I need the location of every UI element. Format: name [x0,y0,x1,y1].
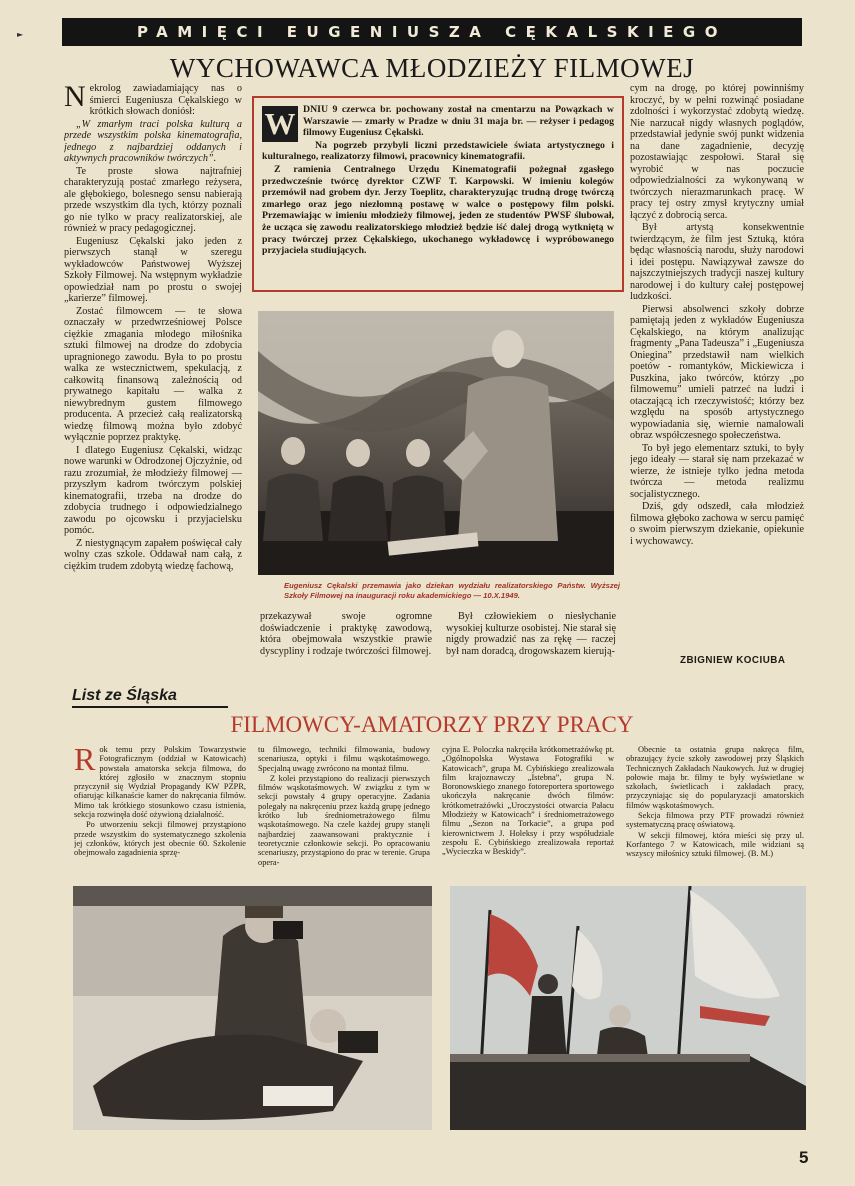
paragraph [626,831,804,859]
article-title: WYCHOWAWCA MŁODZIEŻY FILMOWEJ [169,53,695,83]
section-underline [72,706,228,708]
paragraph [446,611,616,657]
paragraph [442,745,614,857]
paragraph [630,304,804,442]
paragraph-text: Po utworzeniu sekcji filmowej przystąpiono przede wszystkim do systematycznego szkolenia jej członków, których jest obecnie 60. Szkolenie obejmowało zagadnienia sprzę- [74,820,246,858]
paragraph-text: Eugeniusz Cękalski jako jeden z pierwszych stanął w szeregu wykładowców Państwowej Wyższej Szkoły Filmowej. Na wstępnym wykładzie opowiedział nam po prostu o swojej „karierze” filmowej. [64,235,242,304]
article-column-2-bottom [260,611,432,667]
paragraph-text: Sekcja filmowa przy PTF prowadzi również systematyczną pracę oświatową. [626,811,804,830]
paragraph [64,538,242,573]
section-label: List ze Śląska [72,687,177,704]
paragraph-text: Z ramienia Centralnego Urzędu Kinematografii pożegnał zgasłego przedwcześnie twórcę dyrektor CZWF T. Karpowski. W imieniu kolegów przemówił nad grobem dyr. Jerzy Toeplitz, charakteryzując trudną drogę twórczą zmarłego oraz jego niezłomną postawę w walce o postępowy film polski. Przemawiając w imieniu młodzieży filmowej, jeden ze studentów PWSF ślubował, że ucząca się zawodu realizatorskiego młodzież będzie iść dalej drogą wytkniętą w pracy twórczej przez Cękalskiego, ukochanego wykładowcę i wypróbowanego przyjaciela studiujących. [262,163,614,257]
paragraph-text: Dziś, gdy odszedł, cała młodzież filmowa głęboko zachowa w sercu pamięć o swoim pierwszym dziekanie, opiekunie i wychowawcy. [630,501,804,547]
page-number: 5 [799,1148,809,1167]
paragraph-text: Obecnie ta ostatnia grupa nakręca film, obrazujący życie szkoły zawodowej przy Śląskich Technicznych Zakładach Naukowych. Już w drugiej połowie maja br. filmy te były wyświetlane w szkołach, świetlicach i zakładach pracy, przyczyniając się do popularyzacji amatorskich filmów wąskotaśmowych. [626,745,804,810]
paragraph [626,811,804,830]
paragraph-text: DNIU 9 czerwca br. pochowany został na cmentarzu na Powązkach w Warszawie — zmarły w Pradze w dniu 31 maja br. — reżyser i pedagog filmowy Eugeniusz Cękalski. [303,104,614,139]
paragraph [74,820,246,857]
flags-photo [450,886,806,1130]
funeral-notice-box [252,96,624,292]
section2-column-2 [258,745,430,875]
paragraph-text: „W zmarłym traci polska kulturą a przede wszystkim polska kinematografia, jednego z najbardziej oddanych i aktywnych pracowników twórczych”. [64,118,242,164]
lecture-photo [258,311,614,575]
paragraph-text: Na pogrzeb przybyli liczni przedstawiciele świata artystycznego i kulturalnego, realizatorzy filmowi, pracownicy kinematografii. [262,139,614,163]
paragraph-text: Z niestygnącym zapałem poświęcał cały wolny czas szkole. Oddawał nam całą, z ciężkim trudem zdobytą wiedzę fachową, [64,537,242,572]
paragraph-text: przekazywał swoje ogromne doświadczenie i praktykę zawodową, która obejmowała wszystkie prawie dyscypliny i rodzaje twórczości filmowej. [260,611,432,657]
section2-column-1 [74,745,246,875]
paragraph-text: Pierwsi absolwenci szkoły dobrze pamiętają jeden z wykładów Eugeniusza Cękalskiego, na którym analizując fragmenty „Pana Tadeusza” i „Eugeniusza Oniegina” przedstawił nam wielkich poetów - romantyków, Mickiewicza i Puszkina, jako twórców, którzy „po filmowemu” umieli patrzeć na ludzi i otaczającą ich rzeczywistość; którzy bez względu na sposób artystycznego wypowiadania się, wiernie namalowali obraz współczesnego społeczeństwa. [630,303,804,441]
bullet-mark: ► [17,30,24,39]
paragraph-text: Był artystą konsekwentnie twierdzącym, że film jest Sztuką, która będąc własnością narodu, służy narodowi i idei postępu. Nawiązywał zawsze do najszczytniejszych tradycji naszej kultury narodowej i do kultury całej postępowej ludzkości. [630,222,804,302]
paragraph-text: W sekcji filmowej, która mieści się przy ul. Korfantego 7 w Katowicach, mile widziani są wszyscy miłośnicy sztuki filmowej. (B. M.) [626,830,804,859]
paragraph [64,236,242,305]
paragraph-text: cym na drogę, po której powinniśmy kroczyć, by w pełni rozwinąć posiadane zdolności i wykorzystać zdobytą wiedzę. Nie narzucał nigdy własnych poglądów, przedstawiał jedynie swój punkt widzenia na dane zagadnienie, decyzję pozostawiając zespołowi. Starał się wyrobić w nas poczucie odpowiedzialności za wykonywaną w twórczych nierazmarunkach pracę. W pracy tej ostry zmysł krytyczny umiał łączyć z dobrocią serca. [630,83,804,221]
paragraph [262,140,614,163]
paragraph-text: Był człowiekiem o niesłychanie wysokiej kulturze osobistej. Nie starał się nigdy prowadzić nas za rękę — raczej był nam doradcą, drogowskazem kierują- [446,611,616,657]
article-column-3-bottom [446,611,616,667]
paragraph-text: To był jego elementarz sztuki, to były jego ideały — starał się nam przekazać w wierze, że istnieje tylko jedna metoda twórcza — metoda realizmu socjalistycznego. [630,442,804,500]
paragraph [74,745,246,819]
paragraph-text: Z kolei przystąpiono do realizacji pierwszych filmów wąskotaśmowych. W związku z tym w sekcji powstały 4 grupy operacyjne. Zadania polegały na nakręceniu przez każdą grupę jednego krótko lub średniometrażowego filmu wąskotaśmowego. Na czele każdej grupy stanęli najbardziej zaawansowani praktycznie i teoretycznie członkowie sekcji. Po opracowaniu scenariuszy, przystąpiono do prac w terenie. Grupa opera- [258,773,430,867]
paragraph-text: ekrolog zawiadamiający nas o śmierci Eugeniusza Cękalskiego w krótkich słowach doniósł: [89,83,242,117]
section2-column-3 [442,745,614,875]
author-signature: ZBIGNIEW KOCIUBA [680,655,786,666]
paragraph [630,222,804,303]
paragraph [64,119,242,165]
paragraph [260,611,432,657]
paragraph [258,774,430,867]
paragraph [630,501,804,547]
drop-cap: R [74,745,96,777]
paragraph-text: I dlatego Eugeniusz Cękalski, widząc nowe warunki w Odrodzonej Ojczyźnie, od razu zrozumiał, że młodzieży filmowej — przyszłym kadrom twórczym polskiej kinematografii, trzeba na drodze do zdobycia trudnego i odpowiedzialnego zawodu po ojcowsku i przyjacielsku pomóc. [64,444,242,536]
paragraph [262,164,614,257]
article-column-1 [64,83,242,666]
paragraph [262,104,614,139]
paragraph [64,83,242,118]
paragraph [630,443,804,501]
drop-cap: W [262,106,298,142]
paragraph [630,83,804,221]
paragraph-text: Zostać filmowcem — te słowa oznaczały w przedwrześniowej Polsce ciężkie zmagania młodego miłośnika sztuki filmowej na drodze do zdobycia upragnionego zawodu. Była to po prostu walka ze wstecznictwem, spekulacją, z całkowitą finansową zależnością od prywatnego kapitału — walka z niewybrednym gustem filmowego producenta. A przecież całą realizatorską wiedzę filmową można było zdobyć wyłącznie poprzez praktykę. [64,305,242,443]
paragraph-text: ok temu przy Polskim Towarzystwie Fotograficznym (oddział w Katowicach) powstała amatorska sekcja filmowa, do której zgłosiło w znacznym stopniu przyczynił się Wydział Propagandy KW PZPR, ofiarując kilkanaście kamer do nakręcania filmów. Mimo tak krótkiego stosunkowo czasu istnienia, sekcja rozwinęła dość ożywioną działalność. [74,745,246,820]
paragraph [64,306,242,444]
paragraph-text: tu filmowego, techniki filmowania, budowy scenariusza, optyki i filmu wąskotaśmowego. Specjalną uwagę zwrócono na montaż filmu. [258,745,430,773]
section2-column-4 [626,745,804,875]
paragraph-text: cyjna E. Poloczka nakręciła krótkometrażówkę pt. „Ogólnopolska Wystawa Fotografiki w Katowicach”, grupa M. Cybińskiego zrealizowała film krajoznawczy „Istebna”, grupa N. Boronowskiego znanego fotoreportera sportowego ukończyła nakręcanie dwóch filmów: krótkometrażówki „Uroczystości otwarcia Pałacu Młodzieży w Katowicach” i średniometrażowego filmu „Sezon na Torkacie”, a grupa pod kierownictwem J. Holeksy i przy współudziale zespołu E. Cybińskiego zrealizowała reportaż „Wycieczka w Beskidy”. [442,745,614,857]
paragraph [258,745,430,773]
article-column-4 [630,83,804,649]
memorial-banner: PAMIĘCI EUGENIUSZA CĘKALSKIEGO [62,18,802,46]
section2-title: FILMOWCY-AMATORZY PRZY PRACY [230,712,634,737]
paragraph [64,166,242,235]
drop-cap: N [64,83,86,113]
paragraph-text: Te proste słowa najtrafniej charakteryzują postać zmarłego reżysera, ale głębokiego, bolesnego sensu nabierają przede wszystkim dla tych, którzy poznali go nie tylko w pracy realizatorskiej, ale również w pracy pedagogicznej. [64,165,242,234]
funeral-notice-text [262,104,614,288]
paragraph [626,745,804,810]
cameramen-photo [73,886,432,1130]
photo-caption: Eugeniusz Cękalski przemawia jako dziekan wydziału realizatorskiego Państw. Wyższej Szkoły Filmowej na inauguracji roku akademickiego — 10.X.1949. [284,581,620,600]
paragraph [64,445,242,537]
